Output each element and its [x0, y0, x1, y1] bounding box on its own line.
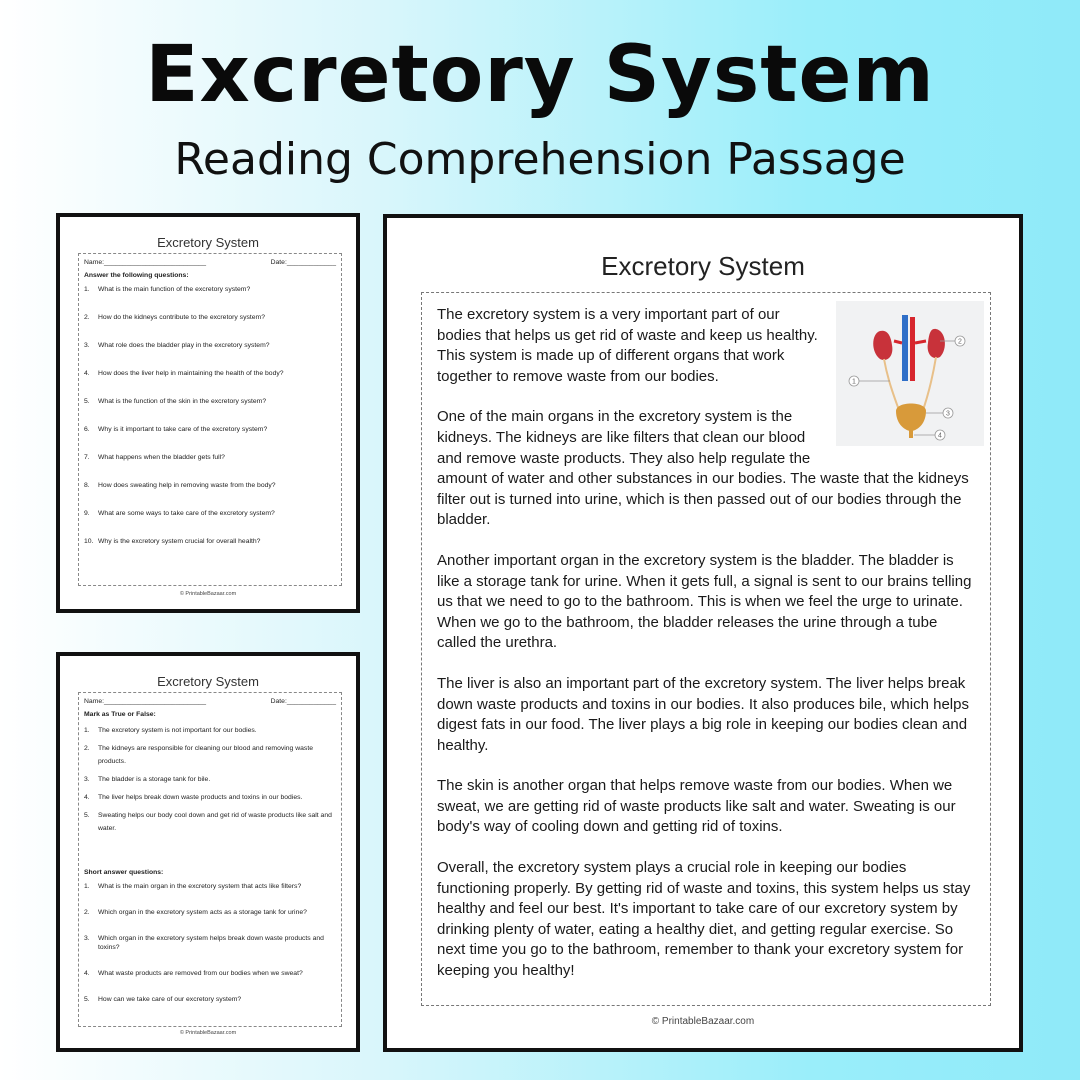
question-text: How do the kidneys contribute to the excretory system? — [98, 314, 265, 321]
question-item — [84, 369, 336, 378]
passage-paragraph: The excretory system is a very important part of our bodies that helps us get rid of waste and keep us healthy. This system is made up of different organs that work together to remove waste from our bodies. — [437, 306, 818, 385]
question-text: What happens when the bladder gets full? — [98, 454, 225, 461]
vena-cava — [902, 315, 908, 381]
passage-content — [421, 292, 991, 1006]
true-false-list — [84, 724, 336, 835]
date-field: Date:_____________ — [270, 259, 336, 266]
date-field: Date:_____________ — [270, 698, 336, 705]
true-false-item — [84, 773, 336, 786]
question-item — [84, 313, 336, 322]
question-text: What role does the bladder play in the excretory system? — [98, 342, 270, 349]
name-field: Name:___________________________ — [84, 698, 207, 705]
question-item — [84, 397, 336, 406]
short-answer-item — [84, 995, 336, 1004]
question-list — [84, 285, 336, 546]
item-number: 4. — [84, 794, 90, 801]
figure-label: 1 — [852, 378, 856, 386]
worksheet-questions — [56, 213, 360, 613]
item-text: Sweating helps our body cool down and get rid of waste products like salt and water. — [98, 812, 332, 832]
item-text: Which organ in the excretory system helps break down waste products and toxins? — [98, 935, 324, 951]
question-number: 9. — [84, 510, 90, 517]
question-text: What are some ways to take care of the excretory system? — [98, 510, 275, 517]
question-number: 8. — [84, 482, 90, 489]
name-field: Name:___________________________ — [84, 259, 207, 266]
question-number: 3. — [84, 342, 90, 349]
question-number: 10. — [84, 538, 94, 545]
question-text: How does sweating help in removing waste from the body? — [98, 482, 276, 489]
aorta — [910, 317, 915, 381]
question-number: 2. — [84, 314, 90, 321]
item-number: 1. — [84, 727, 90, 734]
true-false-item — [84, 809, 336, 835]
right-ureter — [922, 357, 936, 413]
figure-label: 2 — [958, 338, 962, 346]
question-text: Why is it important to take care of the excretory system? — [98, 426, 268, 433]
question-item — [84, 285, 336, 294]
item-number: 3. — [84, 935, 90, 942]
question-text: What is the function of the skin in the excretory system? — [98, 398, 267, 405]
question-number: 6. — [84, 426, 90, 433]
copyright-footer: © PrintableBazaar.com — [179, 591, 237, 597]
true-false-item — [84, 791, 336, 804]
worksheet-content — [78, 253, 342, 586]
section-heading: Short answer questions: — [84, 869, 164, 876]
question-item — [84, 481, 336, 490]
worksheet-content — [78, 692, 342, 1027]
short-answer-item — [84, 882, 336, 891]
worksheet-true-false — [56, 652, 360, 1052]
item-number: 2. — [84, 909, 90, 916]
item-number: 4. — [84, 970, 90, 977]
true-false-item — [84, 742, 336, 768]
question-number: 7. — [84, 454, 90, 461]
item-number: 5. — [84, 812, 90, 819]
passage-paragraph: One of the main organs in the excretory system is the kidneys. The kidneys are like filters that clean our blood and remove waste products. They also help regulate the amount of water and other substances in our bodies. The waste that the kidneys filter out is turned into urine, which is then passed out of our bodies through the bladder. — [437, 408, 969, 529]
section-heading: Answer the following questions: — [84, 272, 189, 279]
page-title: Excretory System — [145, 30, 935, 120]
question-item — [84, 453, 336, 462]
bladder — [896, 404, 926, 432]
item-text: How can we take care of our excretory system? — [98, 996, 242, 1003]
worksheet-title: Excretory System — [157, 674, 259, 689]
worksheet-title: Excretory System — [157, 235, 259, 250]
question-item — [84, 341, 336, 350]
item-text: The bladder is a storage tank for bile. — [98, 776, 211, 783]
page-subtitle: Reading Comprehension Passage — [174, 134, 906, 185]
left-kidney — [873, 331, 892, 360]
reading-passage-sheet — [383, 214, 1023, 1052]
name-date-row — [84, 698, 336, 705]
copyright-footer: © PrintableBazaar.com — [651, 1016, 755, 1027]
figure-label: 3 — [946, 410, 950, 418]
item-text: The excretory system is not important for our bodies. — [98, 727, 257, 734]
true-false-item — [84, 724, 336, 737]
right-kidney — [928, 329, 945, 358]
question-text: What is the main function of the excretory system? — [98, 286, 251, 293]
question-number: 4. — [84, 370, 90, 377]
question-text: How does the liver help in maintaining the health of the body? — [98, 370, 284, 377]
passage-paragraph: Overall, the excretory system plays a crucial role in keeping our bodies functioning properly. By getting rid of waste and toxins, this system helps us stay healthy and feel our best. It's important to take care of our excretory system by drinking plenty of water, eating a healthy diet, and getting regular exercise. So next time you go to the bathroom, remember to thank your excretory system for keeping you healthy! — [437, 859, 971, 980]
copyright-footer: © PrintableBazaar.com — [179, 1030, 237, 1036]
item-number: 5. — [84, 996, 90, 1003]
question-item — [84, 537, 336, 546]
section-heading: Mark as True or False: — [84, 711, 156, 718]
item-text: The kidneys are responsible for cleaning our blood and removing waste products. — [98, 745, 313, 765]
item-number: 1. — [84, 883, 90, 890]
item-text: What is the main organ in the excretory system that acts like filters? — [98, 883, 302, 890]
figure-label: 4 — [938, 432, 942, 440]
question-number: 1. — [84, 286, 90, 293]
left-ureter — [884, 359, 900, 413]
item-text: The liver helps break down waste products and toxins in our bodies. — [98, 794, 303, 801]
passage-paragraph: The liver is also an important part of the excretory system. The liver helps break down waste products and toxins in our bodies. It also produces bile, which helps digest fats in our food. The liver plays a big role in keeping our bodies clean and healthy. — [437, 674, 969, 754]
short-answer-list — [84, 882, 336, 1004]
question-item — [84, 425, 336, 434]
passage-title: Excretory System — [601, 251, 805, 281]
excretory-system-diagram — [836, 301, 984, 446]
item-text: Which organ in the excretory system acts as a storage tank for urine? — [98, 909, 307, 916]
short-answer-item — [84, 908, 336, 917]
name-date-row — [84, 259, 336, 266]
item-text: What waste products are removed from our bodies when we sweat? — [98, 970, 303, 977]
short-answer-item — [84, 934, 336, 952]
passage-paragraph: The skin is another organ that helps remove waste from our bodies. When we sweat, we are getting rid of waste products like salt and water. Sweating is our body's way of cooling down and getting rid of toxins. — [437, 777, 956, 836]
urethra — [909, 430, 913, 438]
question-number: 5. — [84, 398, 90, 405]
passage-paragraph: Another important organ in the excretory system is the bladder. The bladder is like a storage tank for urine. When it gets full, a signal is sent to our brains telling us that we need to go to the bathroom. This is when we feel the urge to urinate. When we go to the bathroom, the bladder releases the urine through a tube called the urethra. — [437, 551, 972, 652]
question-item — [84, 509, 336, 518]
item-number: 2. — [84, 745, 90, 752]
urinary-tract-illustration — [836, 301, 984, 446]
item-number: 3. — [84, 776, 90, 783]
question-text: Why is the excretory system crucial for overall health? — [98, 538, 261, 545]
short-answer-item — [84, 969, 336, 978]
